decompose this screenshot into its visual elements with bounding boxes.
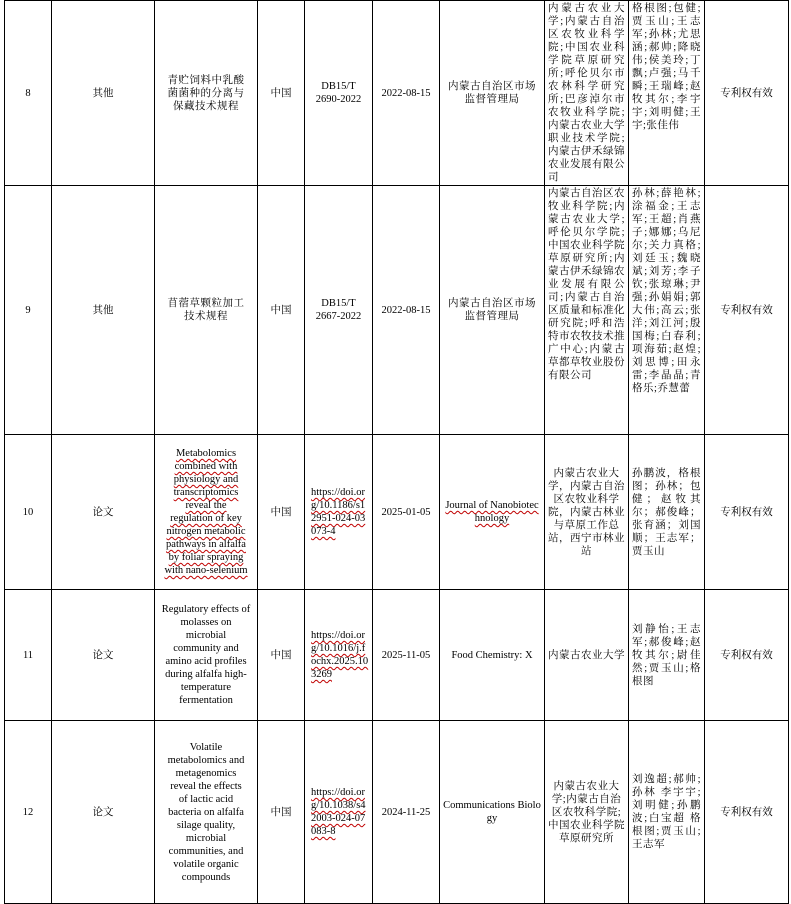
- institutions: 内蒙古农业大学: [545, 590, 629, 721]
- table-row: [5, 186, 789, 435]
- patent-status: 专利权有效: [705, 1, 789, 186]
- country: 中国: [258, 721, 305, 904]
- achievement-title: Volatile metabolomics and metagenomics reveal the effects of lactic acid bacteria on alfalfa silage quality, microbial communities, and volatile organic compounds: [155, 721, 258, 904]
- authors: 刘逸超;郝帅;孙林 李宇宇;刘明健;孙鹏波;白宝超 格根图;贾玉山;王志军: [629, 721, 705, 904]
- doi-link[interactable]: https://doi.org/10.1186/s12951-024-03073-4: [305, 435, 373, 590]
- journal-name: Food Chemistry: X: [440, 590, 545, 721]
- institutions: 内蒙古农业大学，内蒙古自治区农牧业科学院，内蒙古林业与草原工作总站，西宁市林业站: [545, 435, 629, 590]
- publish-date: 2022-08-15: [373, 1, 440, 186]
- achievement-type: 论文: [52, 590, 155, 721]
- publish-date: 2024-11-25: [373, 721, 440, 904]
- country: 中国: [258, 435, 305, 590]
- publisher: 内蒙古自治区市场监督管理局: [440, 186, 545, 435]
- table-row: [5, 590, 789, 721]
- patent-status: 专利权有效: [705, 435, 789, 590]
- patent-status: 专利权有效: [705, 590, 789, 721]
- authors: 刘静怡;王志军;郝俊峰;赵牧其尔;尉佳然;贾玉山;格根图: [629, 590, 705, 721]
- achievements-table: [4, 0, 789, 904]
- publish-date: 2025-11-05: [373, 590, 440, 721]
- achievement-type: 其他: [52, 186, 155, 435]
- achievement-type: 论文: [52, 721, 155, 904]
- row-number: 9: [5, 186, 52, 435]
- table-row: [5, 1, 789, 186]
- authors: 孙林;薛艳林;涂福金;王志军;王超;肖燕子;娜娜;乌尼尔;关力真格;刘廷玉;魏晓斌;刘芳;李子钦;张琼琳;尹强;孙娟娟;郭大伟;高云;张洋;刘江河;殷国梅;白春利;项海茹;赵煌;刘思博;田永雷;李晶晶;青格乐;乔慧蕾: [629, 186, 705, 435]
- achievement-title: 青贮饲料中乳酸菌菌种的分离与保藏技术规程: [155, 1, 258, 186]
- journal-name: Journal of Nanobiotechnology: [440, 435, 545, 590]
- doi-link[interactable]: https://doi.org/10.1016/j.fochx.2025.103269: [305, 590, 373, 721]
- country: 中国: [258, 590, 305, 721]
- achievement-title: 苜蓿草颗粒加工技术规程: [155, 186, 258, 435]
- achievement-title: Regulatory effects of molasses on microbial community and amino acid profiles during alfalfa high-temperature fermentation: [155, 590, 258, 721]
- standard-code: DB15/T 2690-2022: [305, 1, 373, 186]
- journal-name: Communications Biology: [440, 721, 545, 904]
- standard-code: DB15/T 2667-2022: [305, 186, 373, 435]
- publisher: 内蒙古自治区市场监督管理局: [440, 1, 545, 186]
- publish-date: 2022-08-15: [373, 186, 440, 435]
- country: 中国: [258, 186, 305, 435]
- achievement-title: Metabolomics combined with physiology and transcriptomics reveal the regulation of key nitrogen metabolic pathways in alfalfa by foliar spraying with nano-selenium: [155, 435, 258, 590]
- row-number: 10: [5, 435, 52, 590]
- table-row: [5, 721, 789, 904]
- authors: 孙鹏波，格根图；孙林；包健；赵牧其尔；郝俊峰；张育涵；刘国顺；王志军；贾玉山: [629, 435, 705, 590]
- doi-link[interactable]: https://doi.org/10.1038/s42003-024-07083-8: [305, 721, 373, 904]
- achievement-type: 其他: [52, 1, 155, 186]
- table-row: [5, 435, 789, 590]
- institutions: 内蒙古农业大学;内蒙古自治区农牧科学院;中国农业科学院草原研究所: [545, 721, 629, 904]
- institutions: 内蒙古自治区农牧业科学院;内蒙古农业大学;呼伦贝尔学院;中国农业科学院草原研究所;内蒙古伊禾绿锦农业发展有限公司;内蒙古自治区质量和标准化研究院;呼和浩特市农牧技术推广中心;内蒙古草都草牧业股份有限公司: [545, 186, 629, 435]
- patent-status: 专利权有效: [705, 721, 789, 904]
- row-number: 8: [5, 1, 52, 186]
- authors: 格根图;包健;贾玉山;王志军;孙林;尤思涵;郝帅;降晓伟;侯美玲;丁飘;卢强;马千瞬;王瑞峰;赵牧其尔;李宇宇;刘明健;王宇;张佳伟: [629, 1, 705, 186]
- institutions: 内蒙古农业大学;内蒙古自治区农牧业科学院;中国农业科学院草原研究所;呼伦贝尔市农林科学研究所;巴彦淖尔市农牧业科学院;内蒙古农业大学职业技术学院;内蒙古伊禾绿锦农业发展有限公司: [545, 1, 629, 186]
- patent-status: 专利权有效: [705, 186, 789, 435]
- achievement-type: 论文: [52, 435, 155, 590]
- row-number: 11: [5, 590, 52, 721]
- country: 中国: [258, 1, 305, 186]
- publish-date: 2025-01-05: [373, 435, 440, 590]
- row-number: 12: [5, 721, 52, 904]
